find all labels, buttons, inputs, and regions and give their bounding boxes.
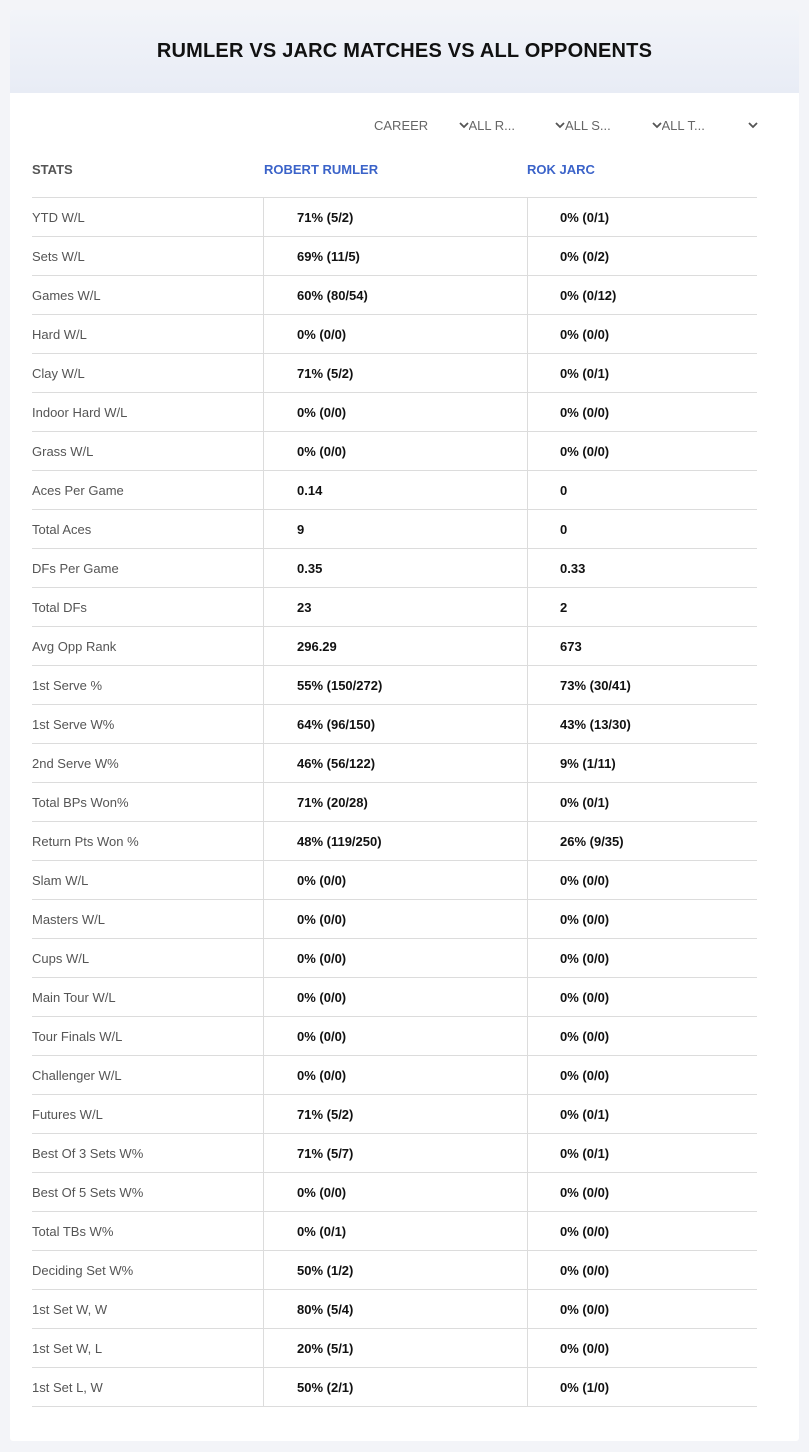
player1-stat-value: 0% (0/0) (263, 900, 527, 938)
player1-stat-value: 60% (80/54) (263, 276, 527, 314)
player1-stat-value: 0% (0/0) (263, 393, 527, 431)
stat-label: Masters W/L (32, 911, 105, 927)
stat-label: Best Of 5 Sets W% (32, 1184, 144, 1200)
player2-stat-value: 0% (0/1) (527, 1095, 757, 1133)
player1-stat-value: 0% (0/0) (263, 1056, 527, 1094)
stat-label: Total DFs (32, 599, 87, 615)
player2-stat-value: 0% (0/0) (527, 900, 757, 938)
player2-stat-value: 2 (527, 588, 757, 626)
player1-stat-value: 46% (56/122) (263, 744, 527, 782)
table-row (32, 354, 757, 393)
player1-stat-value: 71% (5/2) (263, 198, 527, 236)
player1-stat-value: 55% (150/272) (263, 666, 527, 704)
table-row (32, 978, 757, 1017)
filter-round-value: ALL R... (468, 117, 515, 133)
filter-tournament-select[interactable] (662, 114, 759, 136)
stat-label: 2nd Serve W% (32, 755, 119, 771)
player2-stat-value: 26% (9/35) (527, 822, 757, 860)
table-row (32, 705, 757, 744)
player1-stat-value: 0% (0/0) (263, 432, 527, 470)
table-row (32, 1134, 757, 1173)
table-row (32, 1368, 757, 1407)
player2-stat-value: 0% (0/12) (527, 276, 757, 314)
stat-label: Games W/L (32, 287, 101, 303)
table-row (32, 861, 757, 900)
table-row (32, 1173, 757, 1212)
stat-label: Tour Finals W/L (32, 1028, 123, 1044)
stat-label: 1st Set L, W (32, 1379, 103, 1395)
stat-label: Total TBs W% (32, 1223, 114, 1239)
stat-label: Total BPs Won% (32, 794, 129, 810)
player1-stat-value: 48% (119/250) (263, 822, 527, 860)
player2-stat-value: 9% (1/11) (527, 744, 757, 782)
table-row (32, 822, 757, 861)
player1-stat-value: 0% (0/0) (263, 861, 527, 899)
stat-label: Deciding Set W% (32, 1262, 134, 1278)
player2-stat-value: 0% (0/0) (527, 1173, 757, 1211)
player1-stat-value: 0% (0/0) (263, 978, 527, 1016)
table-row (32, 744, 757, 783)
player2-stat-value: 0% (0/0) (527, 1290, 757, 1328)
player1-stat-value: 296.29 (263, 627, 527, 665)
stat-label: Return Pts Won % (32, 833, 139, 849)
player1-link[interactable]: ROBERT RUMLER (264, 162, 379, 177)
stat-label: Sets W/L (32, 248, 85, 264)
table-row (32, 1329, 757, 1368)
player1-stat-value: 71% (5/2) (263, 354, 527, 392)
stat-label: YTD W/L (32, 209, 85, 225)
stat-label: Slam W/L (32, 872, 89, 888)
stats-table (32, 197, 757, 1407)
player2-stat-value: 0% (0/2) (527, 237, 757, 275)
table-row (32, 939, 757, 978)
table-row (32, 666, 757, 705)
table-header (32, 160, 757, 196)
stat-label: DFs Per Game (32, 560, 119, 576)
player2-stat-value: 0% (0/1) (527, 1134, 757, 1172)
stat-label: Grass W/L (32, 443, 94, 459)
stat-label: Indoor Hard W/L (32, 404, 128, 420)
player2-stat-value: 0.33 (527, 549, 757, 587)
player2-stat-value: 0 (527, 510, 757, 548)
player2-stat-value: 0% (0/0) (527, 1329, 757, 1367)
filter-tournament-value: ALL T... (661, 117, 705, 133)
table-row (32, 1251, 757, 1290)
player2-stat-value: 0% (0/0) (527, 939, 757, 977)
player1-stat-value: 0% (0/0) (263, 315, 527, 353)
player1-stat-value: 71% (20/28) (263, 783, 527, 821)
table-row (32, 393, 757, 432)
filter-round-select[interactable] (469, 114, 566, 136)
player2-stat-value: 0% (0/1) (527, 783, 757, 821)
table-row (32, 1212, 757, 1251)
filter-bar (372, 114, 758, 136)
table-row (32, 1290, 757, 1329)
player1-stat-value: 69% (11/5) (263, 237, 527, 275)
table-row (32, 315, 757, 354)
table-row (32, 783, 757, 822)
stat-label: 1st Set W, W (32, 1301, 108, 1317)
filter-surface-value: ALL S... (565, 117, 611, 133)
player1-stat-value: 0% (0/0) (263, 939, 527, 977)
player1-stat-value: 20% (5/1) (263, 1329, 527, 1367)
table-row (32, 627, 757, 666)
table-row (32, 900, 757, 939)
player1-stat-value: 0% (0/0) (263, 1173, 527, 1211)
table-row (32, 471, 757, 510)
player2-stat-value: 0% (0/0) (527, 1251, 757, 1289)
filter-period-value: CAREER (374, 117, 429, 133)
card-header (10, 10, 799, 93)
stat-label: 1st Serve % (32, 677, 103, 693)
table-row (32, 276, 757, 315)
player1-stat-value: 71% (5/7) (263, 1134, 527, 1172)
player2-stat-value: 0% (1/0) (527, 1368, 757, 1406)
chevron-down-icon (748, 120, 758, 130)
player1-stat-value: 0% (0/1) (263, 1212, 527, 1250)
table-row (32, 1017, 757, 1056)
chevron-down-icon (652, 120, 662, 130)
stat-label: Main Tour W/L (32, 989, 116, 1005)
stat-label: Challenger W/L (32, 1067, 122, 1083)
player2-stat-value: 0% (0/1) (527, 354, 757, 392)
player1-stat-value: 0.35 (263, 549, 527, 587)
filter-period-select[interactable] (372, 114, 469, 136)
stat-label: Clay W/L (32, 365, 85, 381)
player1-stat-value: 50% (1/2) (263, 1251, 527, 1289)
stat-label: Aces Per Game (32, 482, 124, 498)
player1-stat-value: 23 (263, 588, 527, 626)
table-row (32, 237, 757, 276)
player2-stat-value: 0% (0/0) (527, 393, 757, 431)
player2-stat-value: 673 (527, 627, 757, 665)
table-row (32, 432, 757, 471)
player2-stat-value: 0% (0/0) (527, 432, 757, 470)
player2-stat-value: 0% (0/0) (527, 1056, 757, 1094)
stats-column-header: STATS (32, 162, 73, 177)
table-row (32, 1095, 757, 1134)
table-row (32, 510, 757, 549)
table-row (32, 588, 757, 627)
player2-stat-value: 0% (0/0) (527, 1212, 757, 1250)
filter-surface-select[interactable] (565, 114, 662, 136)
table-row (32, 549, 757, 588)
stat-label: 1st Serve W% (32, 716, 115, 732)
stat-label: 1st Set W, L (32, 1340, 103, 1356)
player2-stat-value: 0% (0/1) (527, 198, 757, 236)
table-row (32, 1056, 757, 1095)
player1-stat-value: 0% (0/0) (263, 1017, 527, 1055)
page-title: RUMLER VS JARC MATCHES VS ALL OPPONENTS (156, 40, 653, 62)
chevron-down-icon (555, 120, 565, 130)
player2-stat-value: 0 (527, 471, 757, 509)
stat-label: Total Aces (32, 521, 92, 537)
player1-stat-value: 0.14 (263, 471, 527, 509)
chevron-down-icon (459, 120, 469, 130)
player1-stat-value: 64% (96/150) (263, 705, 527, 743)
player2-stat-value: 0% (0/0) (527, 978, 757, 1016)
player2-stat-value: 0% (0/0) (527, 861, 757, 899)
stat-label: Futures W/L (32, 1106, 103, 1122)
stat-label: Avg Opp Rank (32, 638, 117, 654)
table-row (32, 198, 757, 237)
stat-label: Cups W/L (32, 950, 90, 966)
player2-stat-value: 0% (0/0) (527, 315, 757, 353)
player2-stat-value: 0% (0/0) (527, 1017, 757, 1055)
player2-stat-value: 43% (13/30) (527, 705, 757, 743)
player2-stat-value: 73% (30/41) (527, 666, 757, 704)
player1-stat-value: 71% (5/2) (263, 1095, 527, 1133)
player2-link[interactable]: ROK JARC (527, 162, 595, 177)
player1-stat-value: 50% (2/1) (263, 1368, 527, 1406)
player1-stat-value: 80% (5/4) (263, 1290, 527, 1328)
player1-stat-value: 9 (263, 510, 527, 548)
stat-label: Hard W/L (32, 326, 87, 342)
stat-label: Best Of 3 Sets W% (32, 1145, 144, 1161)
